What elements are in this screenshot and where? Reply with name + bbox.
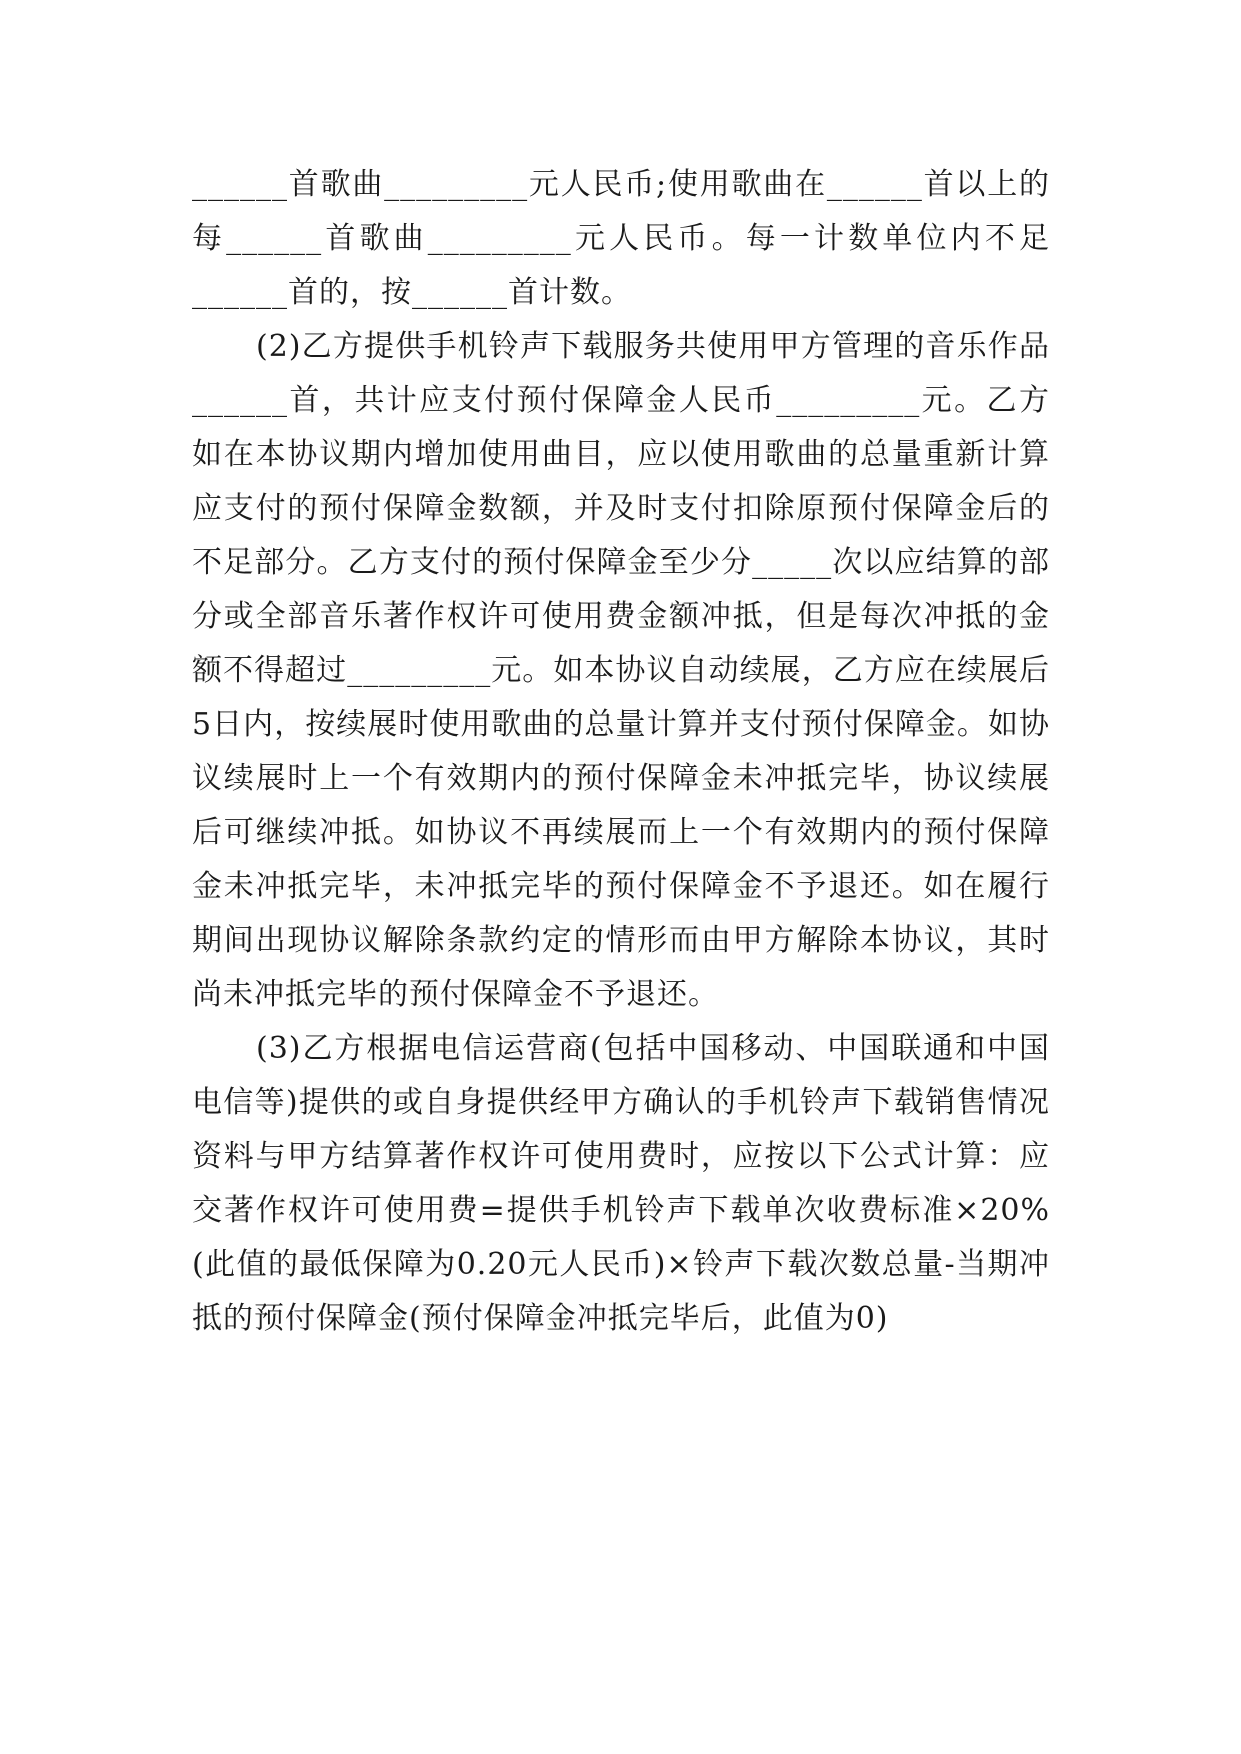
document-body (192, 158, 1050, 1346)
paragraph-clause-3: (3)乙方根据电信运营商(包括中国移动、中国联通和中国电信等)提供的或自身提供经甲方确认的手机铃声下载销售情况资料与甲方结算著作权许可使用费时，应按以下公式计算：应交著作权许可使用费=提供手机铃声下载单次收费标准×20%(此值的最低保障为0.20元人民币)×铃声下载次数总量-当期冲抵的预付保障金(预付保障金冲抵完毕后，此值为0) (192, 1031, 1050, 1336)
paragraph-fee-tail: ______首歌曲_________元人民币;使用歌曲在______首以上的每______首歌曲_________元人民币。每一计数单位内不足______首的，按______首计数。 (192, 167, 1050, 310)
paragraph-clause-2: (2)乙方提供手机铃声下载服务共使用甲方管理的音乐作品______首，共计应支付预付保障金人民币_________元。乙方如在本协议期内增加使用曲目，应以使用歌曲的总量重新计算应支付的预付保障金数额，并及时支付扣除原预付保障金后的不足部分。乙方支付的预付保障金至少分_____次以应结算的部分或全部音乐著作权许可使用费金额冲抵，但是每次冲抵的金额不得超过_________元。如本协议自动续展，乙方应在续展后5日内，按续展时使用歌曲的总量计算并支付预付保障金。如协议续展时上一个有效期内的预付保障金未冲抵完毕，协议续展后可继续冲抵。如协议不再续展而上一个有效期内的预付保障金未冲抵完毕，未冲抵完毕的预付保障金不予退还。如在履行期间出现协议解除条款约定的情形而由甲方解除本协议，其时尚未冲抵完毕的预付保障金不予退还。 (192, 329, 1050, 1012)
